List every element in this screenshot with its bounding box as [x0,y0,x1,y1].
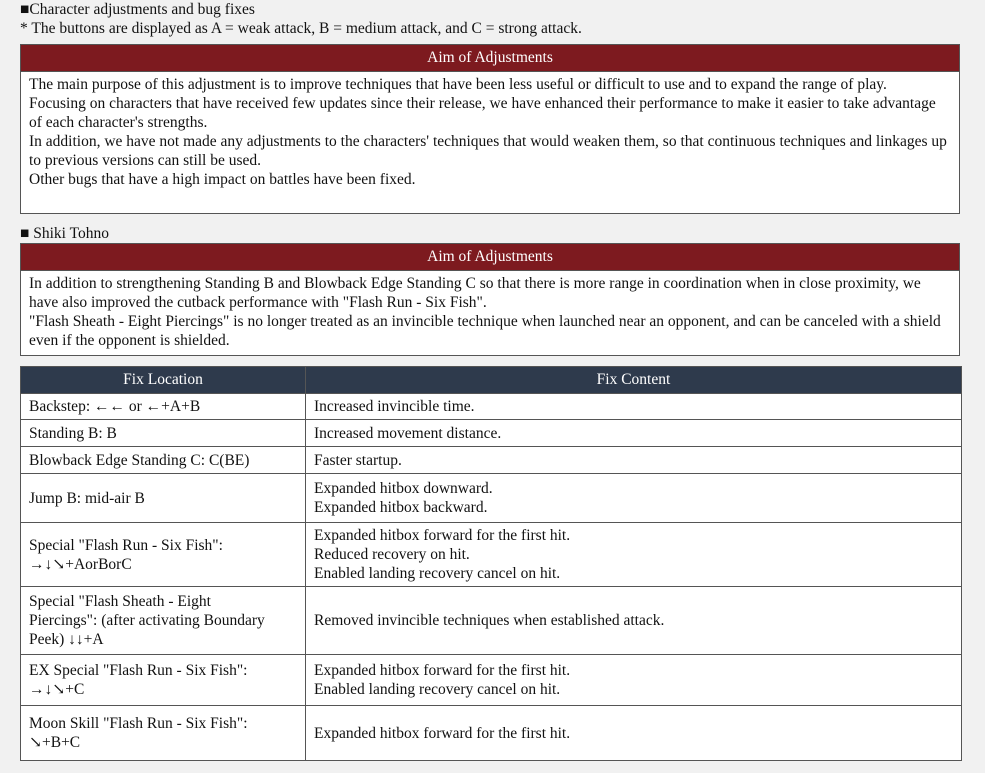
fix-location-cell [21,447,306,474]
fix-content-cell [306,706,962,761]
fix-content-line: Expanded hitbox backward. [314,499,488,516]
fix-content-cell [306,447,962,474]
fix-content-line: Increased invincible time. [314,398,475,415]
fix-content-line: Increased movement distance. [314,424,502,442]
fix-location-line: Special "Flash Sheath - Eight [29,593,211,610]
fix-location-line: ↘+B+C [29,734,81,751]
fix-location-cell [21,655,306,706]
fix-content-cell [306,655,962,706]
fix-location-line: Blowback Edge Standing C: C(BE) [29,451,250,469]
fix-location-line: →↓↘+AorBorC [29,555,132,573]
character-aim-title: Aim of Adjustments [21,244,959,271]
table-row [21,706,962,761]
table-row [21,447,962,474]
table-row [21,523,962,587]
character-aim-paragraph: In addition to strengthening Standing B and Blowback Edge Standing C so that there is more range in coordination when in close proximity, we have also improved the cutback performance with "Flash Run - Six Fish". [29,275,921,311]
fix-location-line: EX Special "Flash Run - Six Fish": [29,662,248,679]
general-aim-paragraph: Other bugs that have a high impact on battles have been fixed. [29,171,416,188]
fix-content-cell [306,523,962,587]
fix-content-line: Reduced recovery on hit. [314,546,470,563]
general-aim-body [21,72,959,191]
fix-content-line: Expanded hitbox downward. [314,480,493,497]
fix-location-cell [21,474,306,523]
section-heading: ■Character adjustments and bug fixes [20,1,255,18]
fix-location-cell [21,587,306,655]
fix-table-body [21,394,962,761]
fix-content-line: Faster startup. [314,451,402,469]
column-header-fix-content: Fix Content [306,367,962,394]
general-aim-paragraph: The main purpose of this adjustment is to improve techniques that have been less useful or difficult to use and to expand the range of play. [29,76,887,93]
fix-table-header-row [21,367,962,394]
fix-content-cell [306,394,962,420]
table-row [21,587,962,655]
fix-content-line: Enabled landing recovery cancel on hit. [314,565,561,582]
fix-location-cell [21,420,306,447]
fix-content-line: Expanded hitbox forward for the first hit. [314,527,571,544]
fix-location-line: Piercings": (after activating Boundary [29,612,265,629]
table-row [21,394,962,420]
character-aim-paragraph: "Flash Sheath - Eight Piercings" is no longer treated as an invincible technique when launched near an opponent, and can be canceled with a shield even if the opponent is shielded. [29,313,941,349]
fix-content-line: Expanded hitbox forward for the first hit. [314,724,571,742]
table-row [21,474,962,523]
character-aim-body [21,271,959,352]
fix-location-cell [21,523,306,587]
fix-content-line: Enabled landing recovery cancel on hit. [314,681,561,698]
fix-content-cell [306,474,962,523]
character-aim-box [20,243,960,356]
general-aim-box [20,44,960,214]
fix-location-cell [21,394,306,420]
fix-content-cell [306,420,962,447]
fix-location-line: Jump B: mid-air B [29,489,145,507]
fix-content-line: Expanded hitbox forward for the first hit. [314,662,571,679]
column-header-fix-location: Fix Location [21,367,306,394]
table-row [21,420,962,447]
fix-content-line: Removed invincible techniques when established attack. [314,612,665,629]
fix-location-line: Moon Skill "Flash Run - Six Fish": [29,715,248,732]
button-legend-note: * The buttons are displayed as A = weak attack, B = medium attack, and C = strong attack. [20,20,582,37]
general-aim-paragraph: Focusing on characters that have received few updates since their release, we have enhanced their performance to make it easier to take advantage of each character's strengths. [29,95,936,131]
general-aim-title: Aim of Adjustments [21,45,959,72]
fix-location-line: Backstep: ←← or ←+A+B [29,398,201,415]
character-heading: ■ Shiki Tohno [20,225,109,242]
fix-location-line: Special "Flash Run - Six Fish": [29,536,223,554]
fix-location-line: Peek) ↓↓+A [29,631,104,648]
fix-table [20,366,962,761]
table-row [21,655,962,706]
fix-location-line: →↓↘+C [29,681,85,698]
general-aim-paragraph: In addition, we have not made any adjustments to the characters' techniques that would weaken them, so that continuous techniques and linkages up to previous versions can still be used. [29,133,947,169]
fix-location-cell [21,706,306,761]
fix-location-line: Standing B: B [29,424,117,442]
fix-content-cell [306,587,962,655]
